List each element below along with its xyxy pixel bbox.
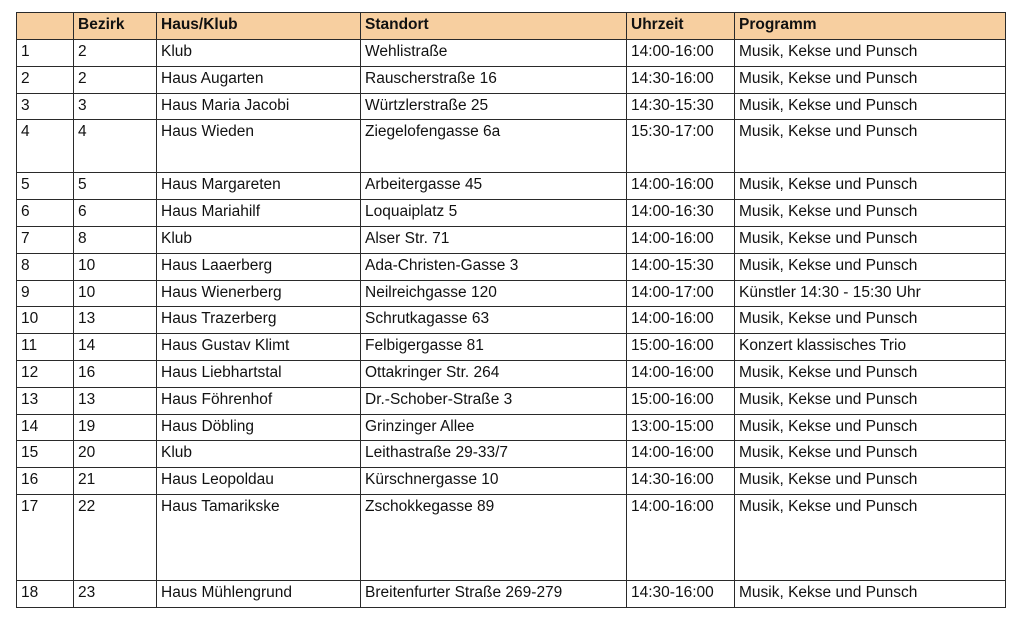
cell-standort: Wehlistraße — [361, 40, 627, 67]
cell-nr: 6 — [17, 200, 74, 227]
cell-nr: 13 — [17, 387, 74, 414]
cell-haus: Haus Trazerberg — [157, 307, 361, 334]
cell-haus: Haus Tamarikske — [157, 494, 361, 580]
cell-standort: Schrutkagasse 63 — [361, 307, 627, 334]
cell-nr: 14 — [17, 414, 74, 441]
cell-bezirk: 20 — [74, 441, 157, 468]
cell-nr: 15 — [17, 441, 74, 468]
cell-standort: Ada-Christen-Gasse 3 — [361, 253, 627, 280]
cell-programm: Musik, Kekse und Punsch — [735, 494, 1006, 580]
cell-standort: Neilreichgasse 120 — [361, 280, 627, 307]
column-header-uhrzeit: Uhrzeit — [627, 13, 735, 40]
cell-nr: 4 — [17, 120, 74, 173]
table-row — [17, 120, 1006, 173]
cell-haus: Klub — [157, 226, 361, 253]
column-header-standort: Standort — [361, 13, 627, 40]
cell-uhrzeit: 14:00-16:00 — [627, 40, 735, 67]
cell-haus: Haus Augarten — [157, 66, 361, 93]
table-row — [17, 226, 1006, 253]
cell-haus: Haus Mühlengrund — [157, 580, 361, 607]
cell-programm: Musik, Kekse und Punsch — [735, 580, 1006, 607]
cell-programm: Musik, Kekse und Punsch — [735, 414, 1006, 441]
table-row — [17, 66, 1006, 93]
cell-standort: Leithastraße 29-33/7 — [361, 441, 627, 468]
cell-bezirk: 13 — [74, 387, 157, 414]
cell-standort: Arbeitergasse 45 — [361, 173, 627, 200]
column-header-programm: Programm — [735, 13, 1006, 40]
table-row — [17, 200, 1006, 227]
cell-uhrzeit: 14:00-16:00 — [627, 173, 735, 200]
table-row — [17, 580, 1006, 607]
cell-uhrzeit: 14:00-16:00 — [627, 441, 735, 468]
cell-programm: Musik, Kekse und Punsch — [735, 66, 1006, 93]
cell-programm: Konzert klassisches Trio — [735, 334, 1006, 361]
cell-uhrzeit: 14:00-17:00 — [627, 280, 735, 307]
cell-nr: 1 — [17, 40, 74, 67]
cell-uhrzeit: 14:00-16:00 — [627, 226, 735, 253]
cell-uhrzeit: 14:30-16:00 — [627, 580, 735, 607]
table-row — [17, 253, 1006, 280]
cell-haus: Haus Laaerberg — [157, 253, 361, 280]
cell-bezirk: 5 — [74, 173, 157, 200]
cell-standort: Loquaiplatz 5 — [361, 200, 627, 227]
cell-nr: 9 — [17, 280, 74, 307]
cell-uhrzeit: 14:30-15:30 — [627, 93, 735, 120]
cell-uhrzeit: 14:00-16:00 — [627, 494, 735, 580]
cell-nr: 11 — [17, 334, 74, 361]
cell-nr: 17 — [17, 494, 74, 580]
table-row — [17, 307, 1006, 334]
cell-standort: Ziegelofengasse 6a — [361, 120, 627, 173]
cell-programm: Musik, Kekse und Punsch — [735, 360, 1006, 387]
cell-bezirk: 22 — [74, 494, 157, 580]
cell-uhrzeit: 14:30-16:00 — [627, 66, 735, 93]
table-row — [17, 360, 1006, 387]
table-row — [17, 40, 1006, 67]
table-row — [17, 387, 1006, 414]
cell-standort: Rauscherstraße 16 — [361, 66, 627, 93]
cell-standort: Dr.-Schober-Straße 3 — [361, 387, 627, 414]
table-row — [17, 414, 1006, 441]
cell-nr: 3 — [17, 93, 74, 120]
cell-uhrzeit: 14:30-16:00 — [627, 468, 735, 495]
cell-programm: Musik, Kekse und Punsch — [735, 93, 1006, 120]
cell-bezirk: 2 — [74, 40, 157, 67]
events-table — [16, 12, 1006, 608]
cell-bezirk: 14 — [74, 334, 157, 361]
cell-nr: 10 — [17, 307, 74, 334]
cell-programm: Musik, Kekse und Punsch — [735, 40, 1006, 67]
cell-standort: Würtzlerstraße 25 — [361, 93, 627, 120]
cell-bezirk: 6 — [74, 200, 157, 227]
cell-standort: Breitenfurter Straße 269-279 — [361, 580, 627, 607]
cell-uhrzeit: 14:00-16:00 — [627, 360, 735, 387]
cell-uhrzeit: 15:00-16:00 — [627, 334, 735, 361]
cell-programm: Künstler 14:30 - 15:30 Uhr — [735, 280, 1006, 307]
table-row — [17, 441, 1006, 468]
cell-bezirk: 3 — [74, 93, 157, 120]
cell-nr: 18 — [17, 580, 74, 607]
column-header-haus-klub: Haus/Klub — [157, 13, 361, 40]
cell-standort: Zschokkegasse 89 — [361, 494, 627, 580]
cell-nr: 2 — [17, 66, 74, 93]
cell-bezirk: 16 — [74, 360, 157, 387]
cell-bezirk: 10 — [74, 253, 157, 280]
cell-uhrzeit: 14:00-15:30 — [627, 253, 735, 280]
cell-nr: 8 — [17, 253, 74, 280]
cell-uhrzeit: 14:00-16:00 — [627, 307, 735, 334]
cell-standort: Alser Str. 71 — [361, 226, 627, 253]
cell-programm: Musik, Kekse und Punsch — [735, 441, 1006, 468]
cell-bezirk: 21 — [74, 468, 157, 495]
cell-programm: Musik, Kekse und Punsch — [735, 173, 1006, 200]
cell-uhrzeit: 14:00-16:30 — [627, 200, 735, 227]
cell-haus: Haus Döbling — [157, 414, 361, 441]
cell-bezirk: 10 — [74, 280, 157, 307]
cell-programm: Musik, Kekse und Punsch — [735, 120, 1006, 173]
cell-nr: 12 — [17, 360, 74, 387]
cell-haus: Haus Wieden — [157, 120, 361, 173]
table-row — [17, 334, 1006, 361]
cell-programm: Musik, Kekse und Punsch — [735, 468, 1006, 495]
cell-uhrzeit: 15:00-16:00 — [627, 387, 735, 414]
cell-nr: 5 — [17, 173, 74, 200]
cell-programm: Musik, Kekse und Punsch — [735, 307, 1006, 334]
cell-programm: Musik, Kekse und Punsch — [735, 253, 1006, 280]
column-header-nr — [17, 13, 74, 40]
cell-haus: Haus Föhrenhof — [157, 387, 361, 414]
table-header-row — [17, 13, 1006, 40]
table-row — [17, 468, 1006, 495]
cell-bezirk: 4 — [74, 120, 157, 173]
cell-nr: 7 — [17, 226, 74, 253]
cell-uhrzeit: 13:00-15:00 — [627, 414, 735, 441]
cell-standort: Felbigergasse 81 — [361, 334, 627, 361]
cell-uhrzeit: 15:30-17:00 — [627, 120, 735, 173]
cell-haus: Haus Wienerberg — [157, 280, 361, 307]
table-row — [17, 494, 1006, 580]
cell-haus: Haus Leopoldau — [157, 468, 361, 495]
cell-haus: Klub — [157, 441, 361, 468]
cell-haus: Haus Maria Jacobi — [157, 93, 361, 120]
cell-programm: Musik, Kekse und Punsch — [735, 226, 1006, 253]
cell-standort: Ottakringer Str. 264 — [361, 360, 627, 387]
cell-standort: Grinzinger Allee — [361, 414, 627, 441]
cell-bezirk: 2 — [74, 66, 157, 93]
cell-haus: Haus Liebhartstal — [157, 360, 361, 387]
cell-bezirk: 8 — [74, 226, 157, 253]
cell-programm: Musik, Kekse und Punsch — [735, 387, 1006, 414]
cell-bezirk: 19 — [74, 414, 157, 441]
cell-standort: Kürschnergasse 10 — [361, 468, 627, 495]
cell-haus: Haus Mariahilf — [157, 200, 361, 227]
cell-programm: Musik, Kekse und Punsch — [735, 200, 1006, 227]
cell-bezirk: 13 — [74, 307, 157, 334]
cell-bezirk: 23 — [74, 580, 157, 607]
cell-haus: Klub — [157, 40, 361, 67]
column-header-bezirk: Bezirk — [74, 13, 157, 40]
table-row — [17, 93, 1006, 120]
table-row — [17, 173, 1006, 200]
cell-haus: Haus Margareten — [157, 173, 361, 200]
cell-nr: 16 — [17, 468, 74, 495]
cell-haus: Haus Gustav Klimt — [157, 334, 361, 361]
table-row — [17, 280, 1006, 307]
